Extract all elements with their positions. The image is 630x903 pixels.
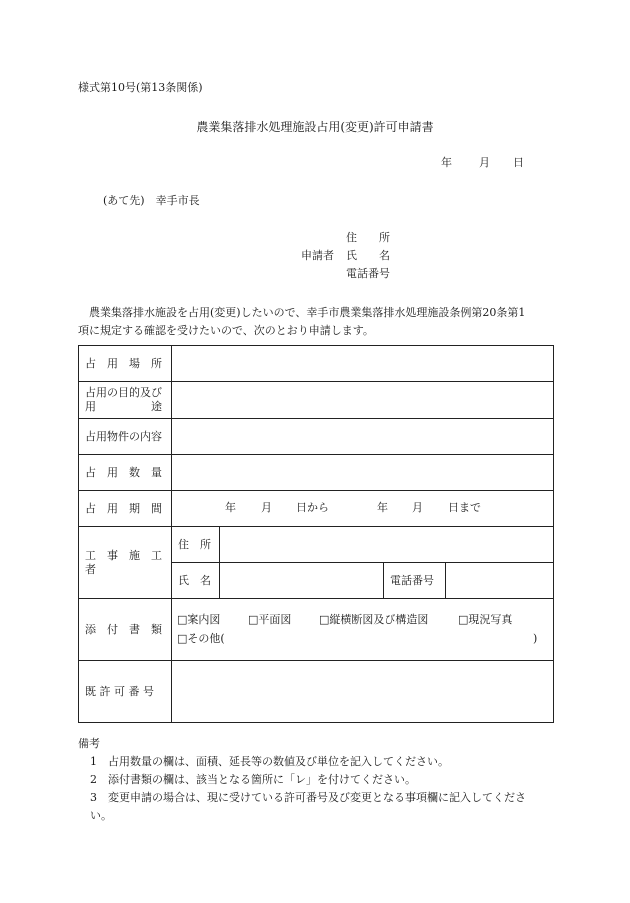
applicant-phone-label: 電話番号 (346, 267, 390, 280)
row-content (79, 419, 554, 455)
attachment-section-checkbox[interactable]: □縦横断図及び構造図 (319, 612, 429, 626)
contractor-address-field[interactable] (220, 527, 554, 563)
row-quantity (79, 455, 554, 491)
row-period (79, 491, 554, 527)
contractor-name-field[interactable] (220, 563, 384, 599)
intro-line-2: 項に規定する確認を受けたいので、次のとおり申請します。 (78, 324, 374, 337)
date-day-label: 日 (513, 156, 524, 169)
row-contractor-address (79, 527, 554, 563)
row-purpose (79, 382, 554, 419)
addressee: (あて先) 幸手市長 (103, 194, 200, 207)
period-to-day: 日まで (448, 500, 481, 514)
applicant-group-label: 申請者 (301, 249, 334, 262)
attachments-field (172, 599, 554, 661)
content-label: 占用物件の内容 (79, 419, 172, 455)
purpose-field[interactable] (172, 382, 554, 419)
notes-heading: 備考 (78, 737, 100, 750)
period-to-month: 月 (412, 500, 423, 514)
quantity-field[interactable] (172, 455, 554, 491)
quantity-label: 占 用 数 量 (79, 455, 172, 491)
period-from-year: 年 (225, 500, 236, 514)
content-field[interactable] (172, 419, 554, 455)
contractor-phone-field[interactable] (446, 563, 554, 599)
period-from-day: 日から (296, 500, 329, 514)
attachment-other-checkbox[interactable]: □その他( (177, 631, 225, 645)
row-existing-permit (79, 661, 554, 723)
location-field[interactable] (172, 346, 554, 382)
application-form-table (78, 345, 554, 723)
purpose-label-line-2: 用 途 (85, 400, 162, 413)
attachment-map-checkbox[interactable]: □案内図 (177, 612, 221, 626)
purpose-label-line-1: 占用の目的及び (85, 386, 162, 399)
existing-permit-field[interactable] (172, 661, 554, 723)
note-3-line-1: 3 変更申請の場合は、現に受けている許可番号及び変更となる事項欄に記入してくださ (90, 791, 526, 804)
contractor-phone-label: 電話番号 (384, 563, 446, 599)
purpose-label (79, 382, 172, 419)
form-number: 様式第10号(第13条関係) (78, 81, 203, 94)
row-attachments (79, 599, 554, 661)
document-title: 農業集落排水処理施設占用(変更)許可申請書 (196, 120, 434, 134)
note-3-line-2: い。 (90, 809, 112, 822)
date-month-label: 月 (479, 156, 490, 169)
attachment-photo-checkbox[interactable]: □現況写真 (458, 612, 513, 626)
contractor-name-label: 氏 名 (172, 563, 220, 599)
period-label: 占 用 期 間 (79, 491, 172, 527)
row-location (79, 346, 554, 382)
intro-line-1: 農業集落排水施設を占用(変更)したいので、幸手市農業集落排水処理施設条例第20条第1 (78, 306, 526, 319)
contractor-label: 工 事 施 工 者 (79, 527, 172, 599)
date-year-label: 年 (441, 156, 452, 169)
period-from-month: 月 (261, 500, 272, 514)
attachment-other-close: ) (533, 631, 538, 645)
period-field[interactable] (172, 491, 554, 527)
note-1: 1 占用数量の欄は、面積、延長等の数値及び単位を記入してください。 (90, 755, 449, 768)
note-2: 2 添付書類の欄は、該当となる箇所に「レ」を付けてください。 (90, 773, 416, 786)
applicant-name-label: 氏 名 (346, 249, 390, 262)
intro-text (78, 304, 556, 340)
applicant-address-label: 住 所 (346, 231, 390, 244)
contractor-address-label: 住 所 (172, 527, 220, 563)
period-to-year: 年 (377, 500, 388, 514)
location-label: 占 用 場 所 (79, 346, 172, 382)
attachment-plan-checkbox[interactable]: □平面図 (248, 612, 292, 626)
existing-permit-label: 既 許 可 番 号 (79, 661, 172, 723)
attachments-label: 添 付 書 類 (79, 599, 172, 661)
